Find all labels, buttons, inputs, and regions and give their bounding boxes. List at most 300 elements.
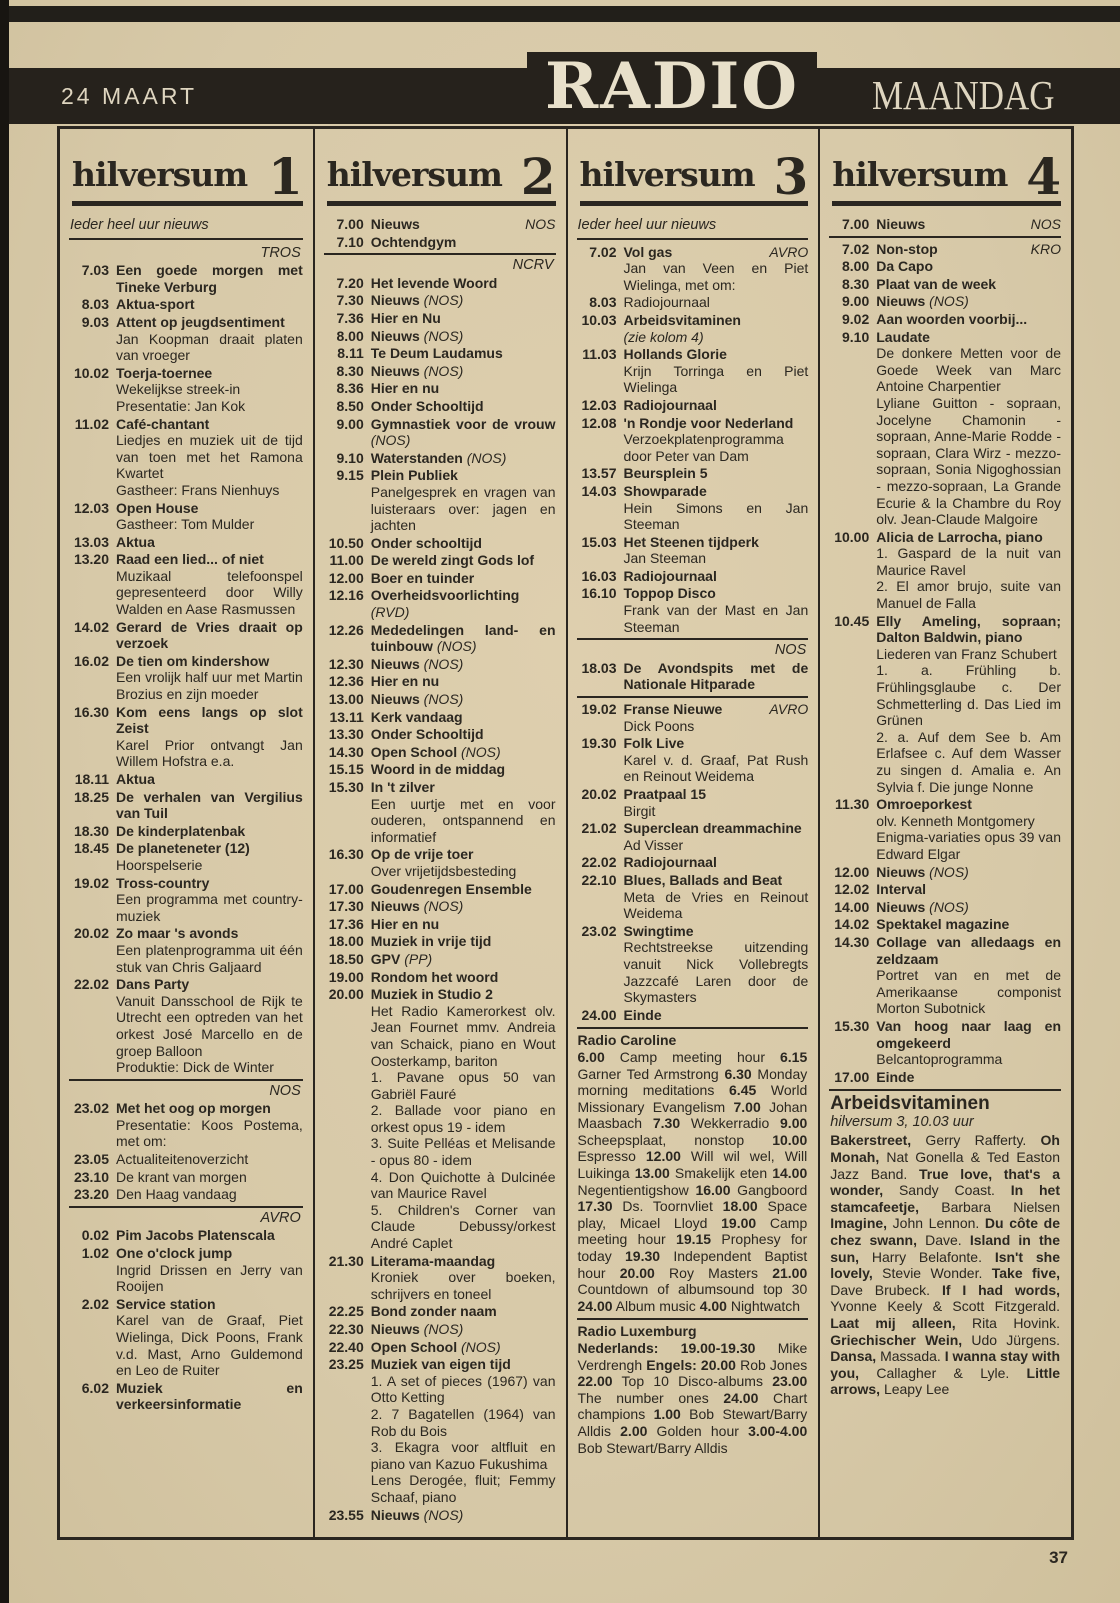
program-item bbox=[577, 696, 809, 734]
program-item bbox=[324, 933, 556, 950]
flow-regular: Countdown of albumsound top 30 bbox=[577, 1281, 808, 1298]
program-title: Hollands Glorie bbox=[623, 346, 727, 363]
program-content bbox=[116, 976, 303, 1076]
program-item bbox=[577, 534, 809, 567]
program-desc: 1. A set of pieces (1967) van Otto Ketting bbox=[370, 1372, 556, 1406]
program-content bbox=[371, 846, 556, 879]
column-header bbox=[832, 147, 1061, 206]
program-title: Nieuws bbox=[370, 292, 420, 309]
program-content bbox=[876, 899, 1061, 916]
flow-regular: Bob Stewart/Barry Alldis bbox=[577, 1439, 728, 1456]
station-number: 4 bbox=[1026, 147, 1061, 206]
program-content bbox=[624, 820, 809, 853]
program-title: De planeteneter (12) bbox=[116, 840, 250, 857]
flow-bold: Island in the sun, bbox=[830, 1232, 1060, 1265]
program-title: De Avondspits met de Nationale Hitparade bbox=[623, 659, 809, 693]
program-title: Da Capo bbox=[876, 258, 934, 275]
flow-regular: Leapy Lee bbox=[880, 1381, 950, 1398]
program-content bbox=[371, 1303, 556, 1320]
flow-regular: Harry Belafonte. bbox=[859, 1248, 995, 1265]
program-content bbox=[876, 293, 1061, 310]
program-title: Den Haag vandaag bbox=[116, 1186, 237, 1203]
program-time: 14.30 bbox=[328, 743, 364, 760]
program-content bbox=[116, 1380, 303, 1413]
program-content bbox=[371, 916, 556, 933]
program-title: Zo maar 's avonds bbox=[116, 925, 239, 942]
program-content bbox=[371, 345, 556, 362]
network-label: NOS bbox=[1030, 216, 1061, 232]
program-time: 9.10 bbox=[842, 328, 870, 345]
flow-regular: Nightwatch bbox=[726, 1297, 801, 1314]
program-title: Elly Ameling, sopraan; Dalton Baldwin, piano bbox=[876, 612, 1061, 646]
program-item bbox=[69, 365, 303, 415]
program-time: 19.30 bbox=[581, 735, 617, 752]
program-item bbox=[577, 735, 809, 785]
program-desc: (RVD) bbox=[370, 604, 410, 621]
program-content bbox=[116, 365, 303, 415]
program-title: Onder Schooltijd bbox=[370, 726, 484, 743]
program-time: 13.20 bbox=[73, 551, 109, 568]
program-content bbox=[371, 535, 556, 552]
program-item bbox=[577, 483, 809, 533]
program-content bbox=[624, 1007, 809, 1024]
program-desc: 4. Don Quichotte à Dulcinée van Maurice Ravel bbox=[370, 1168, 556, 1202]
program-item bbox=[577, 294, 809, 311]
flow-bold: Isn't she lovely, bbox=[830, 1248, 1061, 1282]
program-title: Collage van alledaags en zeldzaam bbox=[876, 933, 1061, 967]
flow-regular: Monday morning meditations bbox=[577, 1065, 808, 1099]
program-item bbox=[829, 258, 1061, 275]
program-title: Raad een lied... of niet bbox=[116, 551, 264, 568]
flow-bold: 6.45 bbox=[729, 1082, 757, 1099]
program-desc: Meta de Vries en Reinout Weidema bbox=[623, 888, 809, 922]
program-item bbox=[324, 761, 556, 778]
program-desc: 2. Ballade voor piano en orkest opus 19 - idem bbox=[370, 1102, 556, 1135]
program-desc: 1. a. Frühling b. Frühlingsglaube c. Der Schmetterling d. Das Lied im Grünen bbox=[876, 662, 1061, 729]
flow-bold: Imagine, bbox=[830, 1215, 888, 1232]
program-content bbox=[876, 864, 1061, 881]
program-title: Dans Party bbox=[116, 976, 190, 993]
program-desc: Dick Poons bbox=[623, 717, 695, 734]
program-title: Open House bbox=[116, 499, 199, 516]
program-time: 23.20 bbox=[73, 1186, 109, 1203]
program-title: Praatpaal 15 bbox=[623, 786, 706, 802]
program-title: Nieuws bbox=[370, 1506, 420, 1523]
program-desc: Het Radio Kamerorkest olv. Jean Fournet mmv. Andreia van Schaick, piano en Wout Oosterkamp, bariton bbox=[370, 1002, 556, 1069]
program-title: Muziek in Studio 2 bbox=[370, 986, 493, 1003]
program-title: Op de vrije toer bbox=[370, 846, 474, 863]
program-title: Gymnastiek voor de vrouw bbox=[370, 415, 556, 432]
flow-regular: Udo Jürgens. bbox=[962, 1331, 1060, 1348]
program-content bbox=[116, 1186, 303, 1203]
program-title: Goudenregen Ensemble bbox=[370, 880, 532, 897]
program-desc: Over vrijetijdsbesteding bbox=[370, 862, 517, 879]
program-content bbox=[371, 951, 556, 968]
program-desc: Wekelijkse streek-in bbox=[116, 381, 241, 398]
program-time: 20.00 bbox=[328, 986, 364, 1003]
program-time: 12.00 bbox=[834, 863, 870, 880]
network-label: TROS bbox=[260, 244, 301, 261]
flow-regular: Golden hour bbox=[647, 1422, 749, 1439]
program-content bbox=[624, 660, 809, 693]
program-time: 23.10 bbox=[73, 1168, 109, 1185]
program-time: 11.03 bbox=[582, 346, 617, 363]
program-time: 10.03 bbox=[581, 311, 617, 328]
program-item bbox=[577, 820, 809, 853]
program-item bbox=[577, 346, 809, 396]
program-content bbox=[876, 796, 1061, 862]
section-heading: Radio Luxemburg bbox=[577, 1318, 809, 1340]
program-title: De krant van morgen bbox=[116, 1168, 247, 1185]
program-title: Service station bbox=[116, 1295, 216, 1312]
program-time: 7.02 bbox=[842, 240, 870, 257]
program-content bbox=[371, 328, 556, 345]
program-title: Franse Nieuwe bbox=[623, 701, 723, 718]
program-desc: 1. Gaspard de la nuit van Maurice Ravel bbox=[876, 545, 1061, 578]
program-desc: Liedjes en muziek uit de tijd van toen met het Ramona Kwartet bbox=[116, 432, 303, 482]
program-content bbox=[876, 241, 1061, 258]
flow-regular: John Lennon. bbox=[887, 1215, 985, 1232]
program-title: Waterstanden bbox=[370, 449, 463, 466]
program-item bbox=[829, 934, 1061, 1017]
program-item bbox=[577, 465, 809, 482]
program-title: Het levende Woord bbox=[370, 274, 498, 291]
program-time: 14.30 bbox=[834, 933, 870, 950]
program-item bbox=[69, 840, 303, 873]
program-content bbox=[624, 786, 809, 819]
radio-logo: RADIO bbox=[527, 52, 817, 124]
program-content bbox=[624, 534, 809, 567]
program-item bbox=[829, 529, 1061, 612]
flow-bold: If I had words, bbox=[941, 1281, 1060, 1298]
network-label: AVRO bbox=[769, 243, 809, 260]
program-content bbox=[116, 500, 303, 533]
program-title: Hier en nu bbox=[370, 673, 440, 690]
program-content bbox=[371, 969, 556, 986]
flow-regular: Space play, Micael Lloyd bbox=[577, 1198, 808, 1231]
program-time: 18.00 bbox=[328, 933, 364, 950]
program-item bbox=[69, 1151, 303, 1168]
flow-bold: 7.30 bbox=[652, 1115, 681, 1132]
program-content bbox=[371, 450, 556, 467]
flow-bold: Nederlands: 19.00-19.30 bbox=[577, 1340, 756, 1356]
flow-regular: Chart champions bbox=[577, 1389, 808, 1423]
flow-regular: Nat Gonella & Ted Easton Jazz Band. bbox=[830, 1149, 1060, 1182]
flow-bold: I wanna stay with you, bbox=[830, 1348, 1060, 1381]
flow-regular: Bob Stewart/Barry Alldis bbox=[577, 1406, 808, 1439]
flow-regular: Gangboord bbox=[730, 1181, 808, 1198]
program-title: De tien om kindershow bbox=[116, 652, 270, 669]
flow-regular: Massada. bbox=[876, 1348, 945, 1365]
program-item bbox=[324, 622, 556, 655]
program-desc: Verzoekplatenprogramma door Peter van Dam bbox=[623, 431, 784, 464]
flow-regular: Ds. Toornvliet bbox=[612, 1198, 723, 1215]
program-title: Muziek in vrije tijd bbox=[370, 933, 492, 950]
program-time: 22.40 bbox=[328, 1338, 364, 1355]
program-time: 16.02 bbox=[73, 652, 109, 669]
program-title: Swingtime bbox=[623, 922, 694, 939]
program-desc: Gastheer: Frans Nienhuys bbox=[116, 481, 280, 498]
program-desc: Lens Derogée, fluit; Femmy Schaaf, piano bbox=[370, 1472, 556, 1505]
program-time: 10.00 bbox=[834, 528, 870, 545]
program-time: 7.02 bbox=[589, 243, 617, 260]
flow-regular: Camp meeting hour bbox=[577, 1214, 808, 1248]
program-time: 16.30 bbox=[328, 846, 364, 863]
program-item bbox=[324, 1303, 556, 1320]
program-time: 16.03 bbox=[581, 567, 617, 584]
program-title: Plaat van de week bbox=[876, 275, 997, 292]
program-item bbox=[69, 416, 303, 499]
program-desc: Jan Koopman draait platen van vroeger bbox=[116, 330, 303, 364]
flow-bold: 6.00 bbox=[577, 1048, 605, 1065]
program-title: Beursplein 5 bbox=[623, 465, 708, 482]
program-item bbox=[324, 744, 556, 761]
program-content bbox=[371, 587, 556, 620]
program-time: 23.02 bbox=[581, 922, 617, 939]
flow-bold: True love, that's a wonder, bbox=[830, 1165, 1061, 1199]
program-network-suffix: (NOS) bbox=[432, 638, 477, 655]
program-item bbox=[829, 881, 1061, 898]
program-desc: Panelgesprek en vragen van luisteraars over: jagen en jachten bbox=[370, 483, 556, 534]
flow-regular: Scheepsplaat, nonstop bbox=[577, 1131, 773, 1148]
program-title: In 't zilver bbox=[370, 779, 435, 795]
program-time: 12.16 bbox=[328, 587, 364, 604]
column-header bbox=[579, 147, 809, 206]
program-content bbox=[624, 244, 809, 294]
program-item bbox=[829, 276, 1061, 293]
flow-bold: 23.00 bbox=[772, 1373, 808, 1390]
program-content bbox=[116, 1169, 303, 1186]
day-label: MAANDAG bbox=[871, 73, 1055, 119]
program-item bbox=[324, 570, 556, 587]
program-content bbox=[624, 568, 809, 585]
program-content bbox=[116, 1245, 303, 1295]
program-item bbox=[577, 397, 809, 414]
network-label: AVRO bbox=[69, 1206, 303, 1228]
program-item bbox=[324, 709, 556, 726]
program-item bbox=[324, 1356, 556, 1505]
program-content bbox=[371, 761, 556, 778]
program-content bbox=[116, 789, 303, 822]
program-content bbox=[116, 925, 303, 975]
program-content bbox=[116, 1100, 303, 1150]
flow-regular: Will wil wel, Will Luikinga bbox=[577, 1148, 808, 1182]
flow-regular: Roy Masters bbox=[654, 1264, 773, 1281]
flow-regular: World Missionary Evangelism bbox=[577, 1082, 808, 1115]
flow-regular: Album music bbox=[612, 1297, 700, 1314]
program-item bbox=[577, 1007, 809, 1024]
program-item bbox=[69, 1186, 303, 1203]
program-content bbox=[624, 701, 809, 734]
program-item bbox=[324, 587, 556, 620]
network-label: KRO bbox=[1030, 240, 1061, 257]
program-item bbox=[69, 314, 303, 364]
flow-bold: Little arrows, bbox=[830, 1364, 1060, 1398]
program-title: Pim Jacobs Platenscala bbox=[116, 1227, 275, 1244]
station-name: hilversum bbox=[832, 155, 1008, 194]
program-content bbox=[371, 292, 556, 309]
program-title: Folk Live bbox=[623, 735, 685, 752]
program-title: Nieuws bbox=[370, 362, 420, 379]
program-desc: Ad Visser bbox=[623, 836, 684, 853]
program-item bbox=[324, 1321, 556, 1338]
program-desc: Hoorspelserie bbox=[116, 856, 203, 873]
program-time: 10.02 bbox=[73, 364, 109, 381]
program-time: 23.55 bbox=[328, 1506, 364, 1523]
program-title: Onder Schooltijd bbox=[370, 397, 484, 414]
program-content bbox=[116, 1296, 303, 1379]
program-time: 9.00 bbox=[842, 293, 870, 310]
program-content bbox=[624, 465, 809, 482]
program-title: Aktua-sport bbox=[116, 296, 195, 313]
program-time: 8.30 bbox=[842, 275, 870, 292]
program-title: Interval bbox=[876, 881, 927, 898]
program-item bbox=[69, 789, 303, 822]
program-content bbox=[371, 709, 556, 726]
flow-bold: Du côte de chez swann, bbox=[830, 1215, 1060, 1249]
program-item bbox=[69, 925, 303, 975]
flow-regular: Rob Jones bbox=[735, 1356, 808, 1373]
program-content bbox=[876, 1069, 1061, 1086]
page-number: 37 bbox=[1049, 1548, 1068, 1567]
program-item bbox=[829, 916, 1061, 933]
program-content bbox=[371, 1356, 556, 1505]
program-title: Mededelingen land- en tuinbouw bbox=[370, 621, 556, 655]
program-title: Omroeporkest bbox=[876, 796, 972, 813]
program-item bbox=[829, 293, 1061, 310]
program-content bbox=[876, 881, 1061, 898]
flow-regular: Dave. bbox=[916, 1232, 970, 1249]
program-time: 22.30 bbox=[328, 1321, 364, 1337]
program-content bbox=[876, 934, 1061, 1017]
program-content bbox=[371, 779, 556, 845]
flow-regular: Smakelijk eten bbox=[669, 1165, 773, 1182]
program-item bbox=[324, 779, 556, 845]
program-content bbox=[116, 1151, 303, 1168]
program-title: Showparade bbox=[623, 482, 707, 499]
program-time: 8.00 bbox=[336, 327, 364, 344]
program-item bbox=[577, 244, 809, 294]
network-label: AVRO bbox=[769, 701, 809, 718]
program-item bbox=[69, 551, 303, 617]
program-content bbox=[371, 744, 556, 761]
program-title: Het Steenen tijdperk bbox=[623, 533, 759, 550]
program-item bbox=[324, 898, 556, 915]
program-time: 12.36 bbox=[328, 673, 364, 690]
program-desc: Presentatie: Jan Kok bbox=[116, 397, 246, 414]
program-content bbox=[876, 258, 1061, 275]
program-content bbox=[624, 735, 809, 785]
flow-bold: 20.00 bbox=[619, 1264, 655, 1281]
program-content bbox=[371, 416, 556, 449]
program-time: 16.10 bbox=[581, 585, 617, 602]
program-network-suffix: (NOS) bbox=[419, 1506, 464, 1523]
program-title: Ochtendgym bbox=[370, 233, 457, 250]
program-item bbox=[69, 619, 303, 652]
program-title: Nieuws bbox=[876, 293, 926, 310]
program-title: De wereld zingt Gods lof bbox=[370, 552, 535, 569]
program-content bbox=[371, 1507, 556, 1524]
program-item bbox=[69, 1245, 303, 1295]
program-item bbox=[829, 311, 1061, 328]
program-item bbox=[577, 923, 809, 1006]
program-desc: Jan Steeman bbox=[623, 550, 706, 567]
program-title: Nieuws bbox=[370, 655, 420, 672]
program-time: 17.00 bbox=[328, 880, 364, 897]
program-time: 13.11 bbox=[329, 708, 364, 725]
program-item bbox=[69, 1296, 303, 1379]
program-content bbox=[371, 234, 556, 251]
flow-bold: Griechischer Wein, bbox=[830, 1331, 963, 1348]
flow-regular: Callagher & Lyle. bbox=[859, 1364, 1027, 1381]
program-item bbox=[324, 535, 556, 552]
program-item bbox=[69, 823, 303, 840]
program-time: 19.02 bbox=[581, 701, 617, 718]
program-content bbox=[624, 585, 809, 635]
program-desc: 1. Pavane opus 50 van Gabriël Fauré bbox=[370, 1069, 556, 1102]
program-content bbox=[371, 1339, 556, 1356]
program-desc: Vanuit Dansschool de Rijk te Utrecht een optreden van het orkest José Marcello en de groep Balloon bbox=[116, 992, 303, 1059]
program-desc: Ingrid Drissen en Jerry van Rooijen bbox=[116, 1261, 303, 1295]
program-item bbox=[324, 552, 556, 569]
program-content bbox=[116, 704, 303, 770]
network-label: NCRV bbox=[324, 253, 556, 275]
program-time: 9.15 bbox=[336, 467, 364, 484]
column-hilversum-3 bbox=[566, 129, 819, 1537]
program-title: 'n Rondje voor Nederland bbox=[623, 414, 794, 431]
date-label: 24 MAART bbox=[61, 82, 198, 109]
program-content bbox=[876, 529, 1061, 612]
program-item bbox=[324, 275, 556, 292]
program-title: Nieuws bbox=[370, 1321, 420, 1337]
program-title: Aktua bbox=[116, 771, 155, 787]
program-time: 8.03 bbox=[81, 296, 109, 313]
program-item bbox=[829, 236, 1061, 258]
program-time: 7.10 bbox=[336, 233, 364, 250]
program-time: 15.15 bbox=[328, 761, 364, 778]
program-time: 14.00 bbox=[834, 898, 870, 915]
program-content bbox=[624, 483, 809, 533]
column-listings bbox=[60, 214, 313, 1413]
program-item bbox=[324, 691, 556, 708]
flow-bold: 4.00 bbox=[699, 1297, 727, 1314]
program-content bbox=[371, 1253, 556, 1303]
flow-regular: Rita Hovink. bbox=[955, 1315, 1061, 1331]
program-content bbox=[116, 551, 303, 617]
program-item bbox=[324, 1507, 556, 1524]
flow-bold: 22.00 bbox=[577, 1373, 613, 1390]
program-desc: Kroniek over boeken, schrijvers en toneel bbox=[370, 1269, 556, 1302]
program-item bbox=[324, 656, 556, 673]
program-time: 20.02 bbox=[581, 786, 617, 802]
program-desc: 5. Children's Corner van Claude Debussy/orkest André Caplet bbox=[370, 1201, 556, 1252]
column-listings bbox=[315, 214, 566, 1523]
program-content bbox=[116, 416, 303, 499]
program-time: 13.57 bbox=[581, 465, 617, 482]
station-name: hilversum bbox=[579, 155, 755, 194]
schedule-note: Ieder heel uur nieuws bbox=[577, 216, 809, 240]
station-number: 3 bbox=[773, 147, 809, 206]
program-item bbox=[324, 951, 556, 968]
program-time: 17.36 bbox=[328, 915, 364, 932]
program-time: 15.03 bbox=[581, 533, 617, 550]
program-item bbox=[69, 771, 303, 788]
program-title: Radiojournaal bbox=[623, 567, 717, 584]
program-content bbox=[116, 314, 303, 364]
program-title: Nieuws bbox=[370, 898, 420, 915]
program-time: 22.10 bbox=[581, 871, 617, 888]
program-title: Nieuws bbox=[370, 327, 420, 344]
